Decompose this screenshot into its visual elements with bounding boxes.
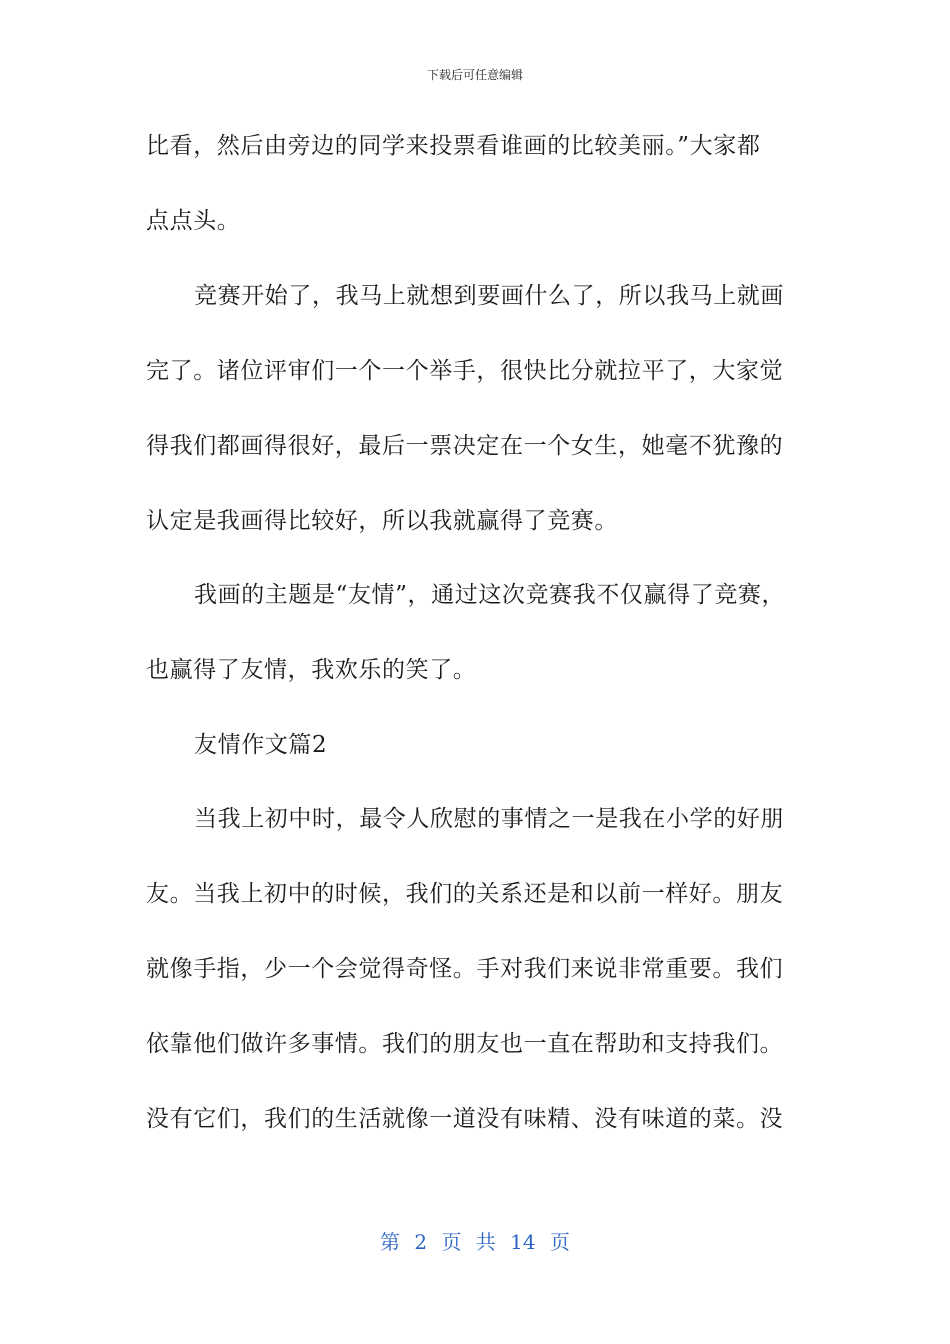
text-line: 认定是我画得比较好，所以我就赢得了竞赛。: [146, 508, 618, 534]
text-line: 没有它们，我们的生活就像一道没有味精、没有味道的菜。没: [146, 1106, 784, 1132]
section-heading: 友情作文篇2: [194, 732, 328, 758]
text-line: 友。当我上初中的时候，我们的关系还是和以前一样好。朋友: [146, 881, 784, 907]
text-line: 就像手指，少一个会觉得奇怪。手对我们来说非常重要。我们: [146, 956, 784, 982]
text-line: 得我们都画得很好，最后一票决定在一个女生，她毫不犹豫的: [146, 433, 784, 459]
text-line: 比看，然后由旁边的同学来投票看谁画的比较美丽。”大家都: [146, 133, 761, 159]
text-line: 竞赛开始了，我马上就想到要画什么了，所以我马上就画: [194, 283, 784, 309]
page-footer: 第 2 页 共 14 页: [380, 1230, 570, 1254]
text-line: 点点头。: [146, 208, 241, 234]
text-line: 当我上初中时，最令人欣慰的事情之一是我在小学的好朋: [194, 806, 784, 832]
text-line: 完了。诸位评审们一个一个举手，很快比分就拉平了，大家觉: [146, 358, 784, 384]
text-line: 依靠他们做许多事情。我们的朋友也一直在帮助和支持我们。: [146, 1031, 784, 1057]
text-line: 也赢得了友情，我欢乐的笑了。: [146, 657, 477, 683]
header-note: 下载后可任意编辑: [426, 68, 523, 82]
text-line: 我画的主题是“友情”，通过这次竞赛我不仅赢得了竞赛，: [194, 582, 786, 608]
